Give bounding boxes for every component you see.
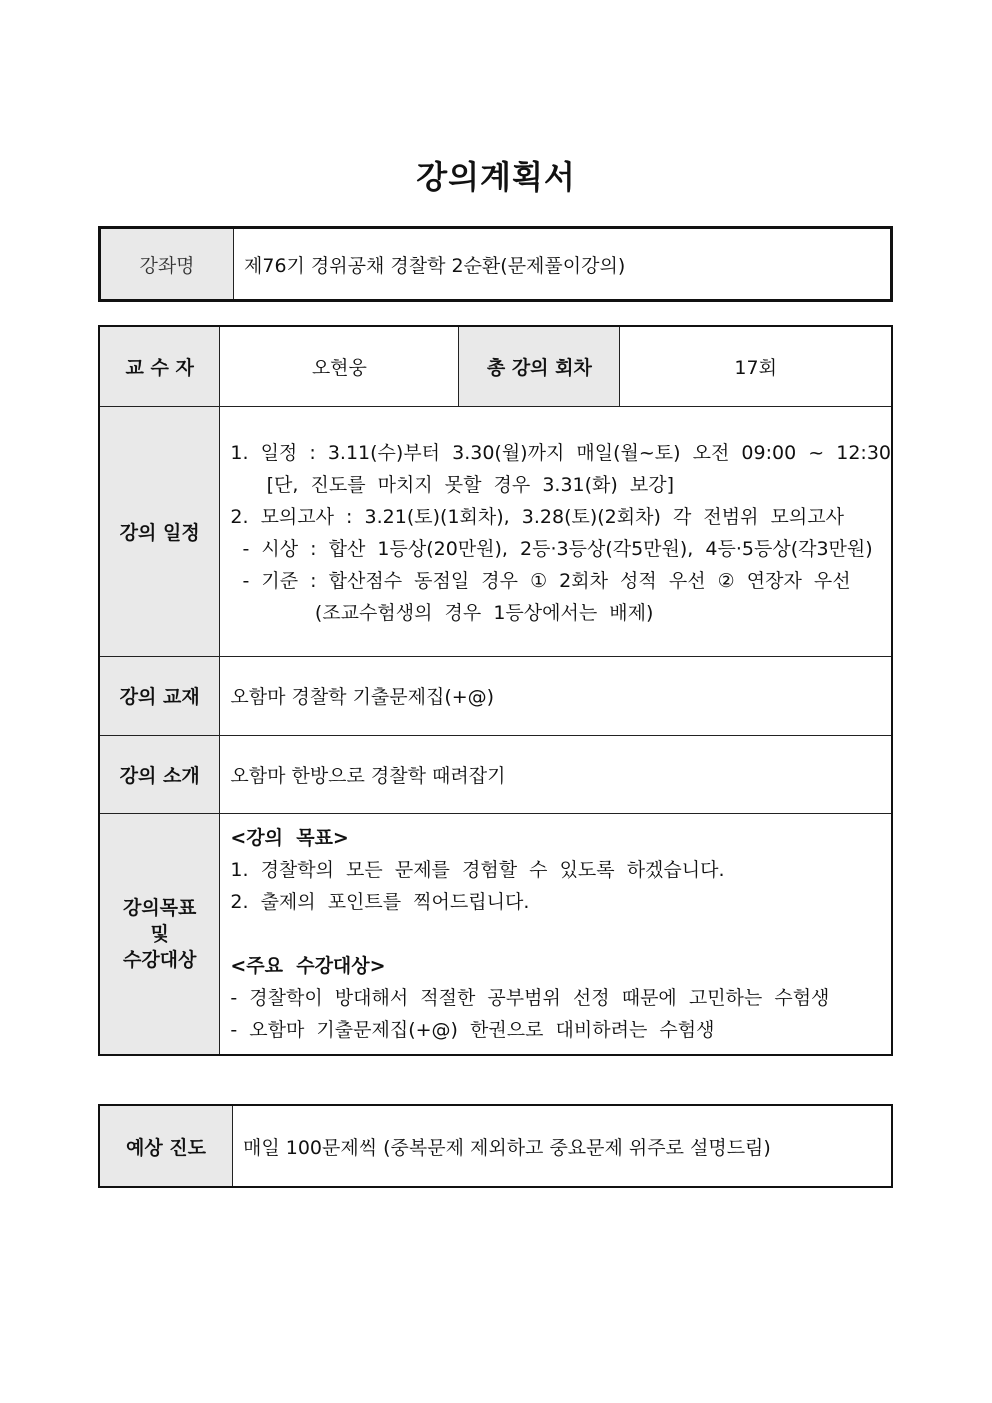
document-title: 강의계획서 xyxy=(416,158,576,196)
schedule-line: 2. 모의고사 : 3.21(토)(1회차), 3.28(토)(2회차) 각 전범위 모의고사 xyxy=(230,506,844,528)
intro-label: 강의 소개 xyxy=(99,735,220,813)
total-sessions-value: 17회 xyxy=(620,326,892,406)
course-table xyxy=(98,226,893,302)
goals-label-line: 및 xyxy=(150,922,169,945)
targets-heading: <주요 수강대상> xyxy=(230,954,386,977)
professor-label: 교 수 자 xyxy=(99,326,220,406)
goal-item: 1. 경찰학의 모든 문제를 경험할 수 있도록 하겠습니다. xyxy=(230,858,725,881)
spacer xyxy=(230,918,891,950)
target-item: - 오함마 기출문제집(+@) 한권으로 대비하려는 수험생 xyxy=(230,1018,715,1041)
schedule-line: - 기준 : 합산점수 동점일 경우 ① 2회차 성적 우선 ② 연장자 우선 xyxy=(230,570,851,592)
schedule-line: [단, 진도를 마치지 못할 경우 3.31(화) 보강] xyxy=(230,474,675,496)
progress-value: 매일 100문제씩 (중복문제 제외하고 중요문제 위주로 설명드림) xyxy=(233,1105,893,1187)
textbook-label: 강의 교재 xyxy=(99,656,220,735)
schedule-line: - 시상 : 합산 1등상(20만원), 2등·3등상(각5만원), 4등·5등상(각3만원) xyxy=(230,538,873,560)
progress-table xyxy=(98,1104,893,1188)
schedule-line: 1. 일정 : 3.11(수)부터 3.30(월)까지 매일(월~토) 오전 09:00 ~ 12:30 xyxy=(230,442,891,464)
intro-value: 오함마 한방으로 경찰학 때려잡기 xyxy=(220,735,892,813)
goal-item: 2. 출제의 포인트를 찍어드립니다. xyxy=(230,890,530,913)
total-sessions-label: 총 강의 회차 xyxy=(459,326,620,406)
professor-value: 오현웅 xyxy=(220,326,459,406)
course-label: 강좌명 xyxy=(100,228,234,301)
goals-heading: <강의 목표> xyxy=(230,826,349,849)
course-value: 제76기 경위공채 경찰학 2순환(문제풀이강의) xyxy=(234,228,892,301)
goals-label-line: 수강대상 xyxy=(122,948,197,971)
schedule-line: (조교수험생의 경우 1등상에서는 배제) xyxy=(230,602,654,624)
goals-content xyxy=(220,813,892,1055)
lecture-info-table xyxy=(98,325,893,1056)
schedule-content xyxy=(220,406,892,656)
schedule-label: 강의 일정 xyxy=(99,406,220,656)
goals-label xyxy=(99,813,220,1055)
target-item: - 경찰학이 방대해서 적절한 공부범위 선정 때문에 고민하는 수험생 xyxy=(230,986,830,1009)
progress-label: 예상 진도 xyxy=(99,1105,233,1187)
goals-label-line: 강의목표 xyxy=(122,896,197,919)
textbook-value: 오함마 경찰학 기출문제집(+@) xyxy=(220,656,892,735)
